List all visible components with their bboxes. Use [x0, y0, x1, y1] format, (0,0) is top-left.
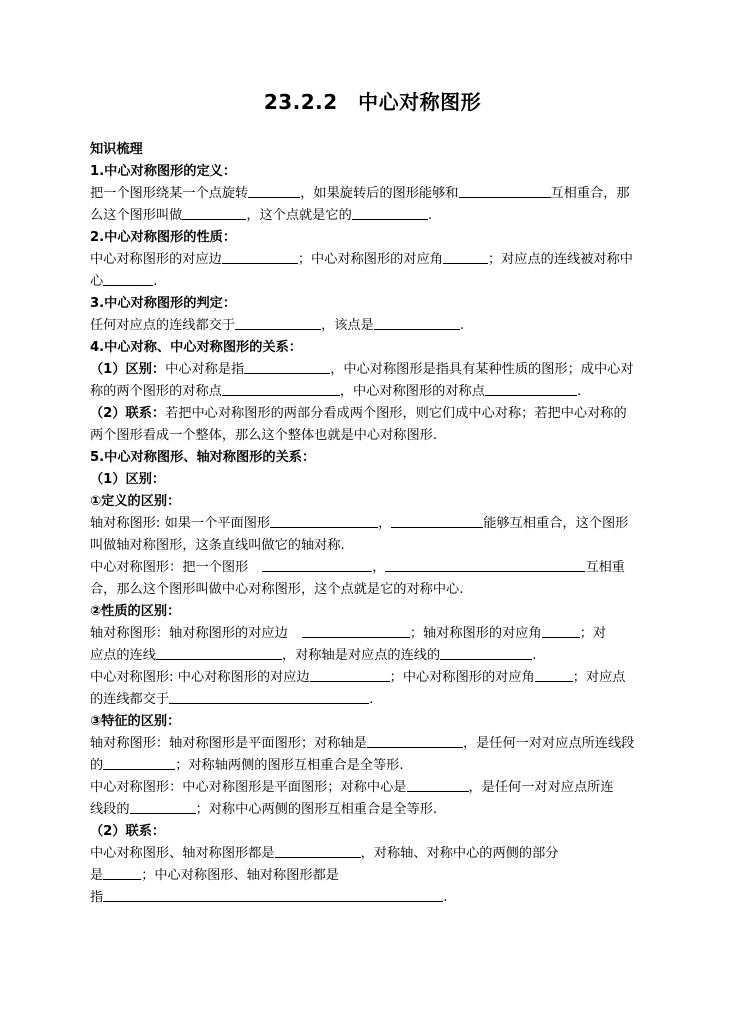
- text: 若把中心对称图形的两部分看成两个图形，则它们成中心对称；若把中心对称的: [165, 406, 627, 421]
- fill-in-blank[interactable]: [156, 645, 282, 660]
- text: ，中心对称图形的对称点: [339, 384, 485, 399]
- fill-in-blank[interactable]: [103, 865, 141, 880]
- text: .: [369, 692, 374, 707]
- fill-in-blank[interactable]: [222, 381, 340, 396]
- text: 中心对称图形：中心对称图形是平面图形；对称中心是: [90, 780, 407, 795]
- fill-in-blank[interactable]: [459, 183, 551, 198]
- definition-diff-line-2: 叫做轴对称图形，这条直线叫做它的轴对称.: [90, 538, 345, 553]
- section-2-heading: 2.中心对称图形的性质：: [90, 230, 237, 245]
- definition-diff-heading: ①定义的区别：: [90, 494, 181, 509]
- fill-in-blank[interactable]: [103, 887, 443, 902]
- text: ，如果旋转后的图形能够和: [300, 186, 459, 201]
- fill-in-blank[interactable]: [443, 249, 488, 264]
- fill-in-blank[interactable]: [275, 843, 361, 858]
- text: ，对称轴是对应点的连线的: [281, 648, 441, 663]
- text: 互相重合，那: [550, 186, 630, 201]
- property-diff-heading: ②性质的区别：: [90, 604, 181, 619]
- text: ，: [378, 516, 392, 531]
- section-5-sub-1-heading: （1）区别：: [90, 472, 166, 487]
- feature-diff-line-1: [90, 733, 655, 755]
- text: 互相重: [585, 560, 625, 575]
- text: ，中心对称图形是指具有某种性质的图形；成中心对: [330, 362, 634, 377]
- text: 指: [90, 890, 104, 905]
- text: 中心对称是指: [165, 362, 245, 377]
- section-3-heading: 3.中心对称图形的判定：: [90, 296, 237, 311]
- text: ；对称中心两侧的图形互相重合是全等形.: [195, 802, 438, 817]
- section-1-heading: 1.中心对称图形的定义：: [90, 164, 237, 179]
- section-4-heading: 4.中心对称、中心对称图形的关系：: [90, 340, 302, 355]
- text: 应点的连线: [90, 648, 156, 663]
- fill-in-blank[interactable]: [262, 557, 372, 572]
- text: .: [459, 318, 465, 333]
- subheading-connection: （2）联系：: [90, 406, 166, 421]
- section-4-line-3: [90, 403, 655, 425]
- text: .: [427, 208, 433, 223]
- text: ，是任何一对对应点所连: [468, 780, 614, 795]
- property-diff-line-1: [90, 623, 655, 645]
- fill-in-blank[interactable]: [310, 667, 390, 682]
- text: 把一个图形绕某一个点旋转: [90, 186, 249, 201]
- text: 中心对称图形: 中心对称图形的对应边: [90, 670, 310, 685]
- text: 轴对称图形: 如果一个平面图形: [90, 516, 271, 531]
- text: 线段的: [90, 802, 130, 817]
- text: 的连线都交于: [90, 692, 170, 707]
- fill-in-blank[interactable]: [270, 513, 378, 528]
- section-5-heading: 5.中心对称图形、轴对称图形的关系：: [90, 450, 316, 465]
- text: .: [576, 384, 582, 399]
- text: ；中心对称图形的对应角: [389, 670, 535, 685]
- fill-in-blank[interactable]: [352, 205, 428, 220]
- section-2-line-2: [90, 271, 655, 293]
- relation-line-2: [90, 865, 655, 887]
- text: 中心对称图形：把一个图形: [90, 560, 249, 575]
- fill-in-blank[interactable]: [385, 557, 585, 572]
- fill-in-blank[interactable]: [182, 205, 246, 220]
- text: 么这个图形叫做: [90, 208, 183, 223]
- fill-in-blank[interactable]: [535, 667, 573, 682]
- fill-in-blank[interactable]: [103, 271, 153, 286]
- fill-in-blank[interactable]: [374, 315, 460, 330]
- relation-line-1: [90, 843, 655, 865]
- text: 轴对称图形：轴对称图形是平面图形；对称轴是: [90, 736, 367, 751]
- text: 的: [90, 758, 104, 773]
- fill-in-blank[interactable]: [103, 755, 175, 770]
- text: 轴对称图形：轴对称图形的对应边: [90, 626, 288, 641]
- feature-diff-heading: ③特征的区别：: [90, 714, 181, 729]
- text: 任何对应点的连线都交于: [90, 318, 236, 333]
- definition-diff-line-4: 合，那么这个图形叫做中心对称图形，这个点就是它的对称中心.: [90, 582, 464, 597]
- section-4-line-2: [90, 381, 655, 403]
- section-4-line-1: [90, 359, 655, 381]
- definition-diff-line-3: [90, 557, 655, 579]
- text: ，对称轴、对称中心的两侧的部分: [360, 846, 559, 861]
- fill-in-blank[interactable]: [130, 799, 196, 814]
- text: ，: [372, 560, 386, 575]
- text: 中心对称图形的对应边: [90, 252, 222, 267]
- section-2-line-1: [90, 249, 655, 271]
- text: .: [443, 890, 448, 905]
- fill-in-blank[interactable]: [248, 183, 300, 198]
- text: 中心对称图形、轴对称图形都是: [90, 846, 275, 861]
- text: 称的两个图形的对称点: [90, 384, 222, 399]
- text: ；对应点: [572, 670, 626, 685]
- section-heading-knowledge: 知识梳理: [90, 142, 143, 157]
- fill-in-blank[interactable]: [302, 623, 410, 638]
- worksheet-content: [90, 139, 655, 909]
- section-1-line-2: [90, 205, 655, 227]
- fill-in-blank[interactable]: [485, 381, 577, 396]
- text: ；对称轴两侧的图形互相重合是全等形.: [175, 758, 404, 773]
- text: ；中心对称图形的对应角: [297, 252, 443, 267]
- text: ；轴对称图形的对应角: [409, 626, 542, 641]
- property-diff-line-3: [90, 667, 655, 689]
- text: ，是任何一对对应点所连线段: [462, 736, 635, 751]
- fill-in-blank[interactable]: [367, 733, 463, 748]
- page-title: 23.2.2 中心对称图形: [263, 90, 482, 114]
- text: ；对应点的连线被对称中: [487, 252, 633, 267]
- section-4-line-4: 两个图形看成一个整体，那么这个整体也就是中心对称图形.: [90, 428, 438, 443]
- text: ；中心对称图形、轴对称图形都是: [141, 868, 339, 883]
- section-3-line-1: [90, 315, 655, 337]
- text: .: [153, 274, 158, 289]
- fill-in-blank[interactable]: [244, 359, 330, 374]
- feature-diff-line-3: [90, 777, 655, 799]
- text: .: [532, 648, 537, 663]
- text: 是: [90, 868, 104, 883]
- fill-in-blank[interactable]: [542, 623, 580, 638]
- text: 能够互相重合，这个图形: [483, 516, 629, 531]
- subheading-difference: （1）区别：: [90, 362, 166, 377]
- section-1-line-1: [90, 183, 655, 205]
- feature-diff-line-2: [90, 755, 655, 777]
- text: ；对: [579, 626, 607, 641]
- property-diff-line-4: [90, 689, 655, 711]
- section-5-sub-2-heading: （2）联系：: [90, 824, 166, 839]
- fill-in-blank[interactable]: [440, 645, 532, 660]
- fill-in-blank[interactable]: [169, 689, 369, 704]
- fill-in-blank[interactable]: [222, 249, 298, 264]
- fill-in-blank[interactable]: [407, 777, 469, 792]
- fill-in-blank[interactable]: [391, 513, 483, 528]
- text: 心: [90, 274, 104, 289]
- definition-diff-line-1: [90, 513, 655, 535]
- fill-in-blank[interactable]: [235, 315, 321, 330]
- property-diff-line-2: [90, 645, 655, 667]
- relation-line-3: [90, 887, 655, 909]
- feature-diff-line-4: [90, 799, 655, 821]
- text: ，该点是: [321, 318, 374, 333]
- text: ，这个点就是它的: [246, 208, 352, 223]
